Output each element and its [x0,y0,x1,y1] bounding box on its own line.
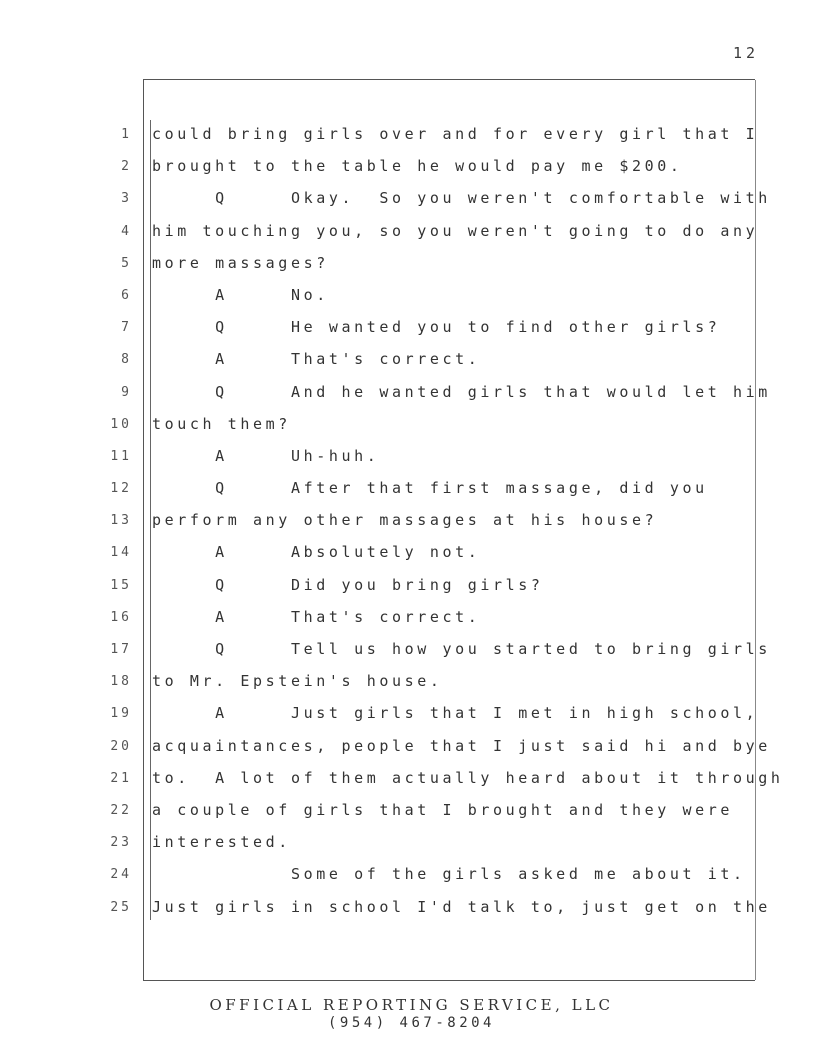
line-text: Q He wanted you to find other girls? [152,318,721,337]
reporting-company-name: OFFICIAL REPORTING SERVICE, LLC [209,996,614,1014]
line-number: 9 [121,384,132,400]
line-number: 8 [121,352,132,368]
line-text: Q Did you bring girls? [152,575,544,594]
line-text: A Absolutely not. [152,543,481,562]
transcript-line [0,153,823,185]
transcript-line [0,185,823,217]
transcript-line [0,475,823,507]
transcript-line [0,346,823,378]
line-number: 11 [110,448,132,464]
line-number: 23 [110,835,132,851]
line-number: 22 [110,802,132,818]
line-number: 15 [110,577,132,593]
transcript-line [0,250,823,282]
page-footer [0,996,823,1032]
line-text: perform any other massages at his house? [152,511,658,530]
line-text: A That's correct. [152,607,481,626]
line-number: 6 [121,287,132,303]
reporting-company-phone: (954) 467-8204 [327,1015,495,1031]
line-text: A Uh-huh. [152,446,380,465]
transcript-line [0,894,823,926]
transcript-line [0,733,823,765]
line-text: Q Okay. So you weren't comfortable with [152,189,771,208]
transcript-line [0,829,823,861]
line-text: Just girls in school I'd talk to, just get on the [152,897,771,916]
line-text: him touching you, so you weren't going to do any [152,221,759,240]
transcript-line [0,121,823,153]
frame-bottom-rule [143,980,755,981]
line-text: interested. [152,833,291,852]
transcript-line [0,797,823,829]
line-text: a couple of girls that I brought and they were [152,800,734,819]
transcript-line [0,411,823,443]
frame-top-rule [143,79,755,80]
transcript-line [0,604,823,636]
line-text: acquaintances, people that I just said hi and bye [152,736,771,755]
line-number: 18 [110,674,132,690]
line-number: 10 [110,416,132,432]
line-number: 12 [110,481,132,497]
line-text: could bring girls over and for every girl that I [152,125,759,143]
line-text: to. A lot of them actually heard about it through [152,768,784,787]
line-number: 1 [121,127,132,142]
line-number: 19 [110,706,132,722]
transcript-line [0,379,823,411]
transcript-line [0,282,823,314]
line-text: to Mr. Epstein's house. [152,672,443,691]
line-number: 3 [121,191,132,207]
transcript-body [0,121,823,926]
line-number: 16 [110,609,132,625]
transcript-line [0,507,823,539]
line-number: 5 [121,255,132,271]
line-text: brought to the table he would pay me $200. [152,157,683,176]
line-number: 24 [110,867,132,883]
line-number: 2 [121,159,132,175]
transcript-line [0,700,823,732]
transcript-line [0,765,823,797]
transcript-line [0,636,823,668]
line-number: 4 [121,223,132,239]
line-number: 21 [110,770,132,786]
line-text: A No. [152,285,329,304]
transcript-line [0,443,823,475]
line-text: A That's correct. [152,350,481,369]
transcript-line [0,861,823,893]
page-number: 12 [733,44,760,62]
line-number: 7 [121,320,132,336]
line-number: 20 [110,738,132,754]
line-text: touch them? [152,414,291,433]
transcript-line [0,314,823,346]
line-text: Some of the girls asked me about it. [152,865,746,884]
line-text: A Just girls that I met in high school, [152,704,759,723]
line-number: 13 [110,513,132,529]
transcript-line [0,572,823,604]
line-text: Q And he wanted girls that would let him [152,382,771,401]
transcript-line [0,218,823,250]
line-text: Q Tell us how you started to bring girls [152,640,771,658]
line-text: Q After that first massage, did you [152,479,708,498]
transcript-line [0,668,823,700]
line-text: more massages? [152,253,329,272]
transcript-line [0,539,823,571]
line-number: 14 [110,545,132,561]
line-number: 17 [110,642,132,657]
line-number: 25 [110,899,132,915]
